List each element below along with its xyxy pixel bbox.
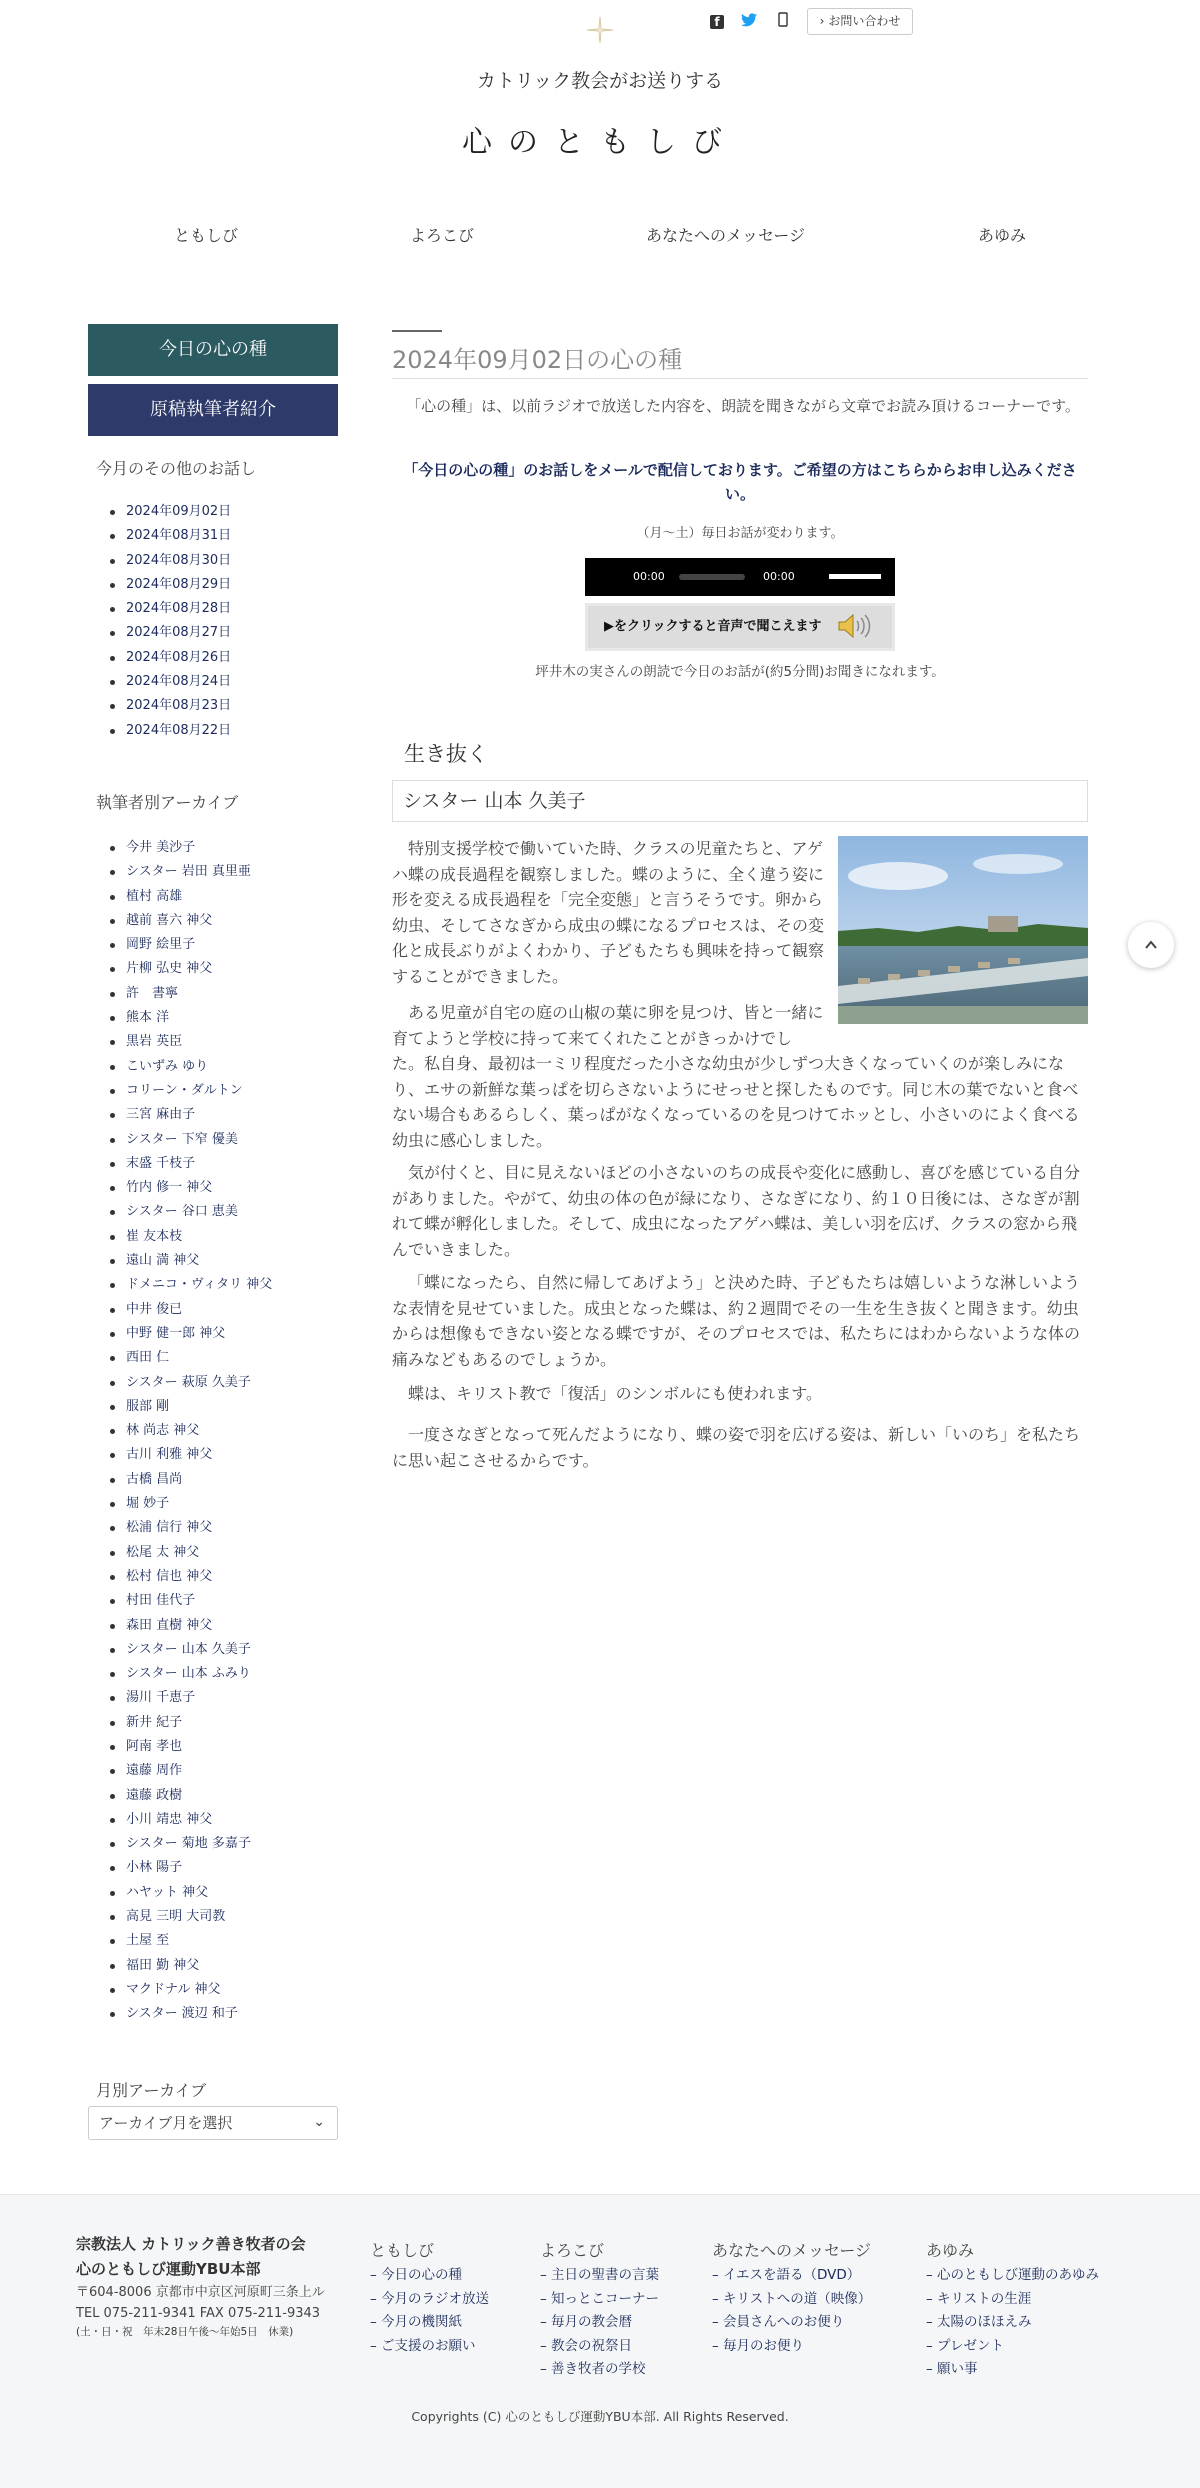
footer-link[interactable] — [712, 2335, 871, 2359]
date-link[interactable]: 2024年08月28日 — [108, 597, 231, 621]
author-link[interactable]: 林 尚志 神父 — [108, 1419, 272, 1443]
author-link[interactable]: 熊本 洋 — [108, 1006, 272, 1030]
author-link[interactable]: シスター 岩田 真里亜 — [108, 860, 272, 884]
post-title: 2024年09月02日の心の種 — [392, 346, 683, 374]
mobile-icon[interactable] — [774, 12, 792, 32]
author-link[interactable]: 服部 剛 — [108, 1395, 272, 1419]
author-link[interactable]: 中井 俊已 — [108, 1298, 272, 1322]
date-link[interactable]: 2024年08月27日 — [108, 621, 231, 645]
author-link[interactable]: 竹内 修一 神父 — [108, 1176, 272, 1200]
footer-link[interactable] — [540, 2335, 659, 2359]
footer-address: 〒604-8006 京都市中京区河原町三条上ル — [76, 2285, 325, 2300]
title-accent-rule — [392, 330, 442, 332]
dash-bullet: – — [370, 2267, 382, 2283]
footer-link[interactable] — [370, 2264, 489, 2288]
footer-link-label: 願い事 — [937, 2361, 978, 2377]
dash-bullet: – — [926, 2290, 938, 2307]
footer-link[interactable] — [926, 2335, 1099, 2359]
author-link[interactable]: ハヤット 神父 — [108, 1881, 272, 1905]
paragraph-6: 一度さなぎとなって死んだようになり、蝶の姿で羽を広げる姿は、新しい「いのち」を私たちに思い起こさせるからです。 — [392, 1425, 1081, 1470]
author-link[interactable]: 古川 利雅 神父 — [108, 1443, 272, 1467]
dash-bullet: – — [712, 2267, 724, 2283]
footer-link-label: プレゼント — [937, 2337, 1005, 2354]
footer-link-label: 毎月のお便り — [723, 2337, 805, 2354]
dash-bullet: – — [370, 2337, 382, 2354]
contact-label: お問い合わせ — [828, 14, 901, 28]
footer-links-yorokobi — [540, 2264, 659, 2382]
author-link[interactable]: 遠山 満 神父 — [108, 1249, 272, 1273]
monthly-archive-heading: 月別アーカイブ — [96, 2081, 207, 2100]
footer-col-heading-yorokobi: よろこび — [540, 2241, 605, 2260]
footer-col-heading-tomoshibi: ともしび — [370, 2241, 435, 2260]
footer-holiday-note: (土・日・祝 年末28日午後〜年始5日 休業) — [76, 2326, 294, 2338]
footer-link[interactable] — [926, 2264, 1099, 2288]
paragraph-2b: た。私自身、最初は一ミリ程度だった小さな幼虫が少しずつ大きくなっていくのが楽しみになり、エサの新鮮な葉っぱを切らさないようにせっせと探したものです。同じ木の葉でないと食べない場合もあるらしく、葉っぱがなくなっているのを見つけてホッとし、小さいのによく食べる幼虫に感心しました。 — [392, 1054, 1080, 1150]
footer-links-message — [712, 2264, 871, 2358]
footer-col-heading-message: あなたへのメッセージ — [712, 2241, 872, 2260]
mail-notice-link[interactable]: 「今日の心の種」のお話しをメールで配信しております。ご希望の方はこちらからお申し込みください。 — [403, 461, 1077, 503]
chevron-right-icon: › — [819, 14, 825, 28]
author-link[interactable]: シスター 菊地 多嘉子 — [108, 1832, 272, 1856]
footer-link[interactable] — [926, 2311, 1099, 2335]
scroll-to-top-button[interactable] — [1128, 922, 1174, 968]
title-divider — [392, 378, 1088, 379]
author-link[interactable]: 岡野 絵里子 — [108, 933, 272, 957]
footer-links-tomoshibi — [370, 2264, 489, 2358]
author-link[interactable]: 今井 美沙子 — [108, 836, 272, 860]
author-link[interactable]: シスター 山本 久美子 — [108, 1638, 272, 1662]
schedule-note: （月〜土）毎日お話が変わります。 — [636, 526, 844, 541]
dash-bullet: – — [540, 2361, 552, 2377]
author-link[interactable]: 松浦 信行 神父 — [108, 1516, 272, 1540]
author-link[interactable]: 小林 陽子 — [108, 1856, 272, 1880]
authors-list — [108, 836, 272, 2027]
paragraph-1: 特別支援学校で働いていた時、クラスの児童たちと、アゲハ蝶の成長過程を観察しました。蝶のように、全く違う姿に形を変える成長過程を「完全変態」と言うそうです。卵から幼虫、そしてさなぎから成虫の蝶になるプロセスは、その変化と成長ぶりがよくわかり、子どもたちも興味を持って観察することができました。 — [392, 839, 825, 986]
reader-note: 坪井木の実さんの朗読で今日のお話が(約5分間)お聞きになれます。 — [535, 664, 945, 680]
dash-bullet: – — [712, 2314, 724, 2330]
site-tagline: カトリック教会がお送りする — [476, 70, 724, 92]
author-link[interactable]: 片柳 弘史 神父 — [108, 957, 272, 981]
footer-link[interactable] — [540, 2358, 659, 2382]
today-seed-button[interactable]: 今日の心の種 — [88, 324, 338, 376]
author-link[interactable]: シスター 下窄 優美 — [108, 1128, 272, 1152]
author-link[interactable]: 松尾 太 神父 — [108, 1541, 272, 1565]
date-link[interactable]: 2024年08月30日 — [108, 549, 231, 573]
footer-link-label: ご支援のお願い — [381, 2337, 476, 2354]
footer-link[interactable] — [370, 2335, 489, 2359]
nav-message[interactable]: あなたへのメッセージ — [646, 226, 806, 245]
dash-bullet: – — [926, 2314, 938, 2330]
play-button-label: ▶をクリックすると音声で聞こえます — [604, 619, 822, 634]
footer-link-label: 知っとこコーナー — [551, 2290, 660, 2307]
author-link[interactable]: マクドナル 神父 — [108, 1978, 272, 2002]
footer-link-label: 教会の祝祭日 — [551, 2337, 633, 2354]
footer-org-line2: 心のともしび運動YBU本部 — [76, 2260, 261, 2278]
author-link[interactable]: 中野 健一郎 神父 — [108, 1322, 272, 1346]
player-duration: 00:00 — [763, 570, 795, 583]
nav-tomoshibi[interactable]: ともしび — [174, 226, 239, 245]
section-heading: 生き抜く — [404, 742, 488, 766]
author-link[interactable]: 遠藤 周作 — [108, 1759, 272, 1783]
author-link[interactable]: シスター 山本 ふみり — [108, 1662, 272, 1686]
footer-phone: TEL 075-211-9341 FAX 075-211-9343 — [76, 2306, 321, 2321]
author-link[interactable]: シスター 渡辺 和子 — [108, 2002, 272, 2026]
footer-link-label: 会員さんへのお便り — [723, 2314, 845, 2330]
author-link[interactable]: 遠藤 政樹 — [108, 1784, 272, 1808]
speaker-icon — [836, 612, 872, 640]
date-link[interactable]: 2024年08月24日 — [108, 670, 231, 694]
other-talks-heading: 今月のその他のお話し — [96, 459, 257, 478]
footer-link[interactable] — [370, 2311, 489, 2335]
player-current-time: 00:00 — [633, 570, 665, 583]
footer-link-label: キリストの生涯 — [937, 2290, 1032, 2307]
dash-bullet: – — [540, 2267, 552, 2283]
date-link[interactable]: 2024年08月31日 — [108, 524, 231, 548]
authors-intro-button[interactable]: 原稿執筆者紹介 — [88, 384, 338, 436]
author-link[interactable]: 植村 高雄 — [108, 885, 272, 909]
footer-link[interactable] — [926, 2288, 1099, 2312]
footer-link-label: 今月の機関紙 — [381, 2314, 463, 2330]
footer-link-label: 心のともしび運動のあゆみ — [937, 2267, 1100, 2283]
footer-link[interactable] — [540, 2311, 659, 2335]
footer-link-label: 今月のラジオ放送 — [381, 2290, 490, 2307]
dash-bullet: – — [370, 2290, 382, 2307]
footer-link-label: 太陽のほほえみ — [937, 2314, 1032, 2330]
footer-link[interactable] — [712, 2288, 871, 2312]
chevron-up-icon — [1144, 938, 1158, 952]
date-link[interactable]: 2024年09月02日 — [108, 500, 231, 524]
nav-ayumi[interactable]: あゆみ — [978, 226, 1027, 245]
footer-link-label: イエスを語る（DVD） — [723, 2267, 861, 2283]
footer-org — [76, 2232, 306, 2282]
intro-text: 「心の種」は、以前ラジオで放送した内容を、朗読を聞きながら文章でお読み頂けるコーナーです。 — [406, 397, 1080, 415]
footer-link[interactable] — [712, 2311, 871, 2335]
footer-org-line1: 宗教法人 カトリック善き牧者の会 — [76, 2235, 306, 2253]
site-title[interactable]: 心のともしび — [462, 125, 738, 160]
author-link[interactable]: ドメニコ・ヴィタリ 神父 — [108, 1273, 272, 1297]
footer-link-label: キリストへの道（映像） — [723, 2290, 872, 2307]
dash-bullet: – — [540, 2314, 552, 2330]
dash-bullet: – — [926, 2361, 938, 2377]
chevron-down-icon: ⌄ — [313, 2114, 325, 2130]
paragraph-5: 蝶は、キリスト教で「復活」のシンボルにも使われます。 — [408, 1384, 823, 1403]
date-link[interactable]: 2024年08月29日 — [108, 573, 231, 597]
dash-bullet: – — [712, 2337, 724, 2354]
date-link[interactable]: 2024年08月26日 — [108, 646, 231, 670]
play-audio-button[interactable] — [585, 603, 895, 651]
author-link[interactable]: 土屋 至 — [108, 1929, 272, 1953]
twitter-icon[interactable] — [740, 12, 758, 32]
dates-list — [108, 500, 231, 743]
author-link[interactable]: 福田 勤 神父 — [108, 1954, 272, 1978]
social-links — [710, 12, 792, 32]
dash-bullet: – — [540, 2290, 552, 2307]
author-link[interactable]: 村田 佳代子 — [108, 1589, 272, 1613]
footer-link[interactable] — [926, 2358, 1099, 2382]
author-link[interactable]: こいずみ ゆり — [108, 1055, 272, 1079]
footer-links-ayumi — [926, 2264, 1099, 2382]
footer-col-heading-ayumi: あゆみ — [926, 2241, 975, 2260]
facebook-icon[interactable]: f — [710, 15, 724, 29]
footer-link-label: 主日の聖書の言葉 — [551, 2267, 660, 2283]
footer-link[interactable] — [540, 2264, 659, 2288]
author-archive-heading: 執筆者別アーカイブ — [96, 793, 239, 812]
paragraph-4: 「蝶になったら、自然に帰してあげよう」と決めた時、子どもたちは嬉しいような淋しいような表情を見せていました。成虫となった蝶は、約２週間でその一生を生き抜くと聞きます。幼虫からは想像もできない姿となる蝶ですが、そのプロセスでは、私たちにはわからないような体の痛みなどもあるのでしょうか。 — [392, 1273, 1081, 1369]
author-link[interactable]: シスター 萩原 久美子 — [108, 1371, 272, 1395]
author-link[interactable]: シスター 谷口 恵美 — [108, 1200, 272, 1224]
footer-link-label: 今日の心の種 — [381, 2267, 463, 2283]
author-link[interactable]: 阿南 孝也 — [108, 1735, 272, 1759]
dash-bullet: – — [370, 2314, 382, 2330]
monthly-select-value: アーカイブ月を選択 — [99, 2114, 233, 2132]
player-progress-bar[interactable] — [679, 574, 745, 580]
audio-player[interactable] — [585, 558, 895, 596]
footer-link-label: 善き牧者の学校 — [551, 2361, 646, 2377]
date-link[interactable]: 2024年08月23日 — [108, 694, 231, 718]
footer-link-label: 毎月の教会暦 — [551, 2314, 633, 2330]
author-link[interactable]: 小川 靖忠 神父 — [108, 1808, 272, 1832]
author-link[interactable]: 末盛 千枝子 — [108, 1152, 272, 1176]
author-link[interactable]: 許 書寧 — [108, 982, 272, 1006]
nav-yorokobi[interactable]: よろこび — [410, 226, 475, 245]
author-link[interactable]: 三宮 麻由子 — [108, 1103, 272, 1127]
author-link[interactable]: 森田 直樹 神父 — [108, 1614, 272, 1638]
footer-address-block — [76, 2282, 325, 2324]
river-photo — [838, 836, 1088, 1024]
author-link[interactable]: 崔 友本枝 — [108, 1225, 272, 1249]
dash-bullet: – — [926, 2267, 938, 2283]
author-link[interactable]: 黒岩 英臣 — [108, 1030, 272, 1054]
author-link[interactable]: 高見 三明 大司教 — [108, 1905, 272, 1929]
date-link[interactable]: 2024年08月22日 — [108, 719, 231, 743]
author-link[interactable]: 湯川 千恵子 — [108, 1686, 272, 1710]
author-link[interactable]: 松村 信也 神父 — [108, 1565, 272, 1589]
dash-bullet: – — [712, 2290, 724, 2307]
copyright: Copyrights (C) 心のともしび運動YBU本部. All Rights Reserved. — [411, 2409, 789, 2424]
author-heading: シスター 山本 久美子 — [392, 780, 1088, 822]
star-logo-icon — [586, 16, 614, 44]
author-link[interactable]: 新井 紀子 — [108, 1711, 272, 1735]
author-link[interactable]: 古橋 昌尚 — [108, 1468, 272, 1492]
author-link[interactable]: 西田 仁 — [108, 1346, 272, 1370]
author-link[interactable]: コリーン・ダルトン — [108, 1079, 272, 1103]
player-volume-bar[interactable] — [829, 574, 881, 579]
footer-link[interactable] — [540, 2288, 659, 2312]
paragraph-2a: ある児童が自宅の庭の山椒の葉に卵を見つけ、皆と一緒に育てようと学校に持って来てくれたことがきっかけでし — [392, 1003, 824, 1048]
footer-link[interactable] — [370, 2288, 489, 2312]
dash-bullet: – — [926, 2337, 938, 2354]
author-link[interactable]: 堀 妙子 — [108, 1492, 272, 1516]
author-link[interactable]: 越前 喜六 神父 — [108, 909, 272, 933]
footer-link[interactable] — [712, 2264, 871, 2288]
contact-button[interactable] — [807, 8, 913, 35]
dash-bullet: – — [540, 2337, 552, 2354]
paragraph-3: 気が付くと、目に見えないほどの小さないのちの成長や変化に感動し、喜びを感じている自分がありました。やがて、幼虫の体の色が緑になり、さなぎになり、約１０日後には、さなぎが割れて蝶が孵化しました。そして、成虫になったアゲハ蝶は、美しい羽を広げ、クラスの窓から飛んでいきました。 — [392, 1163, 1081, 1259]
monthly-archive-select[interactable] — [88, 2106, 338, 2140]
